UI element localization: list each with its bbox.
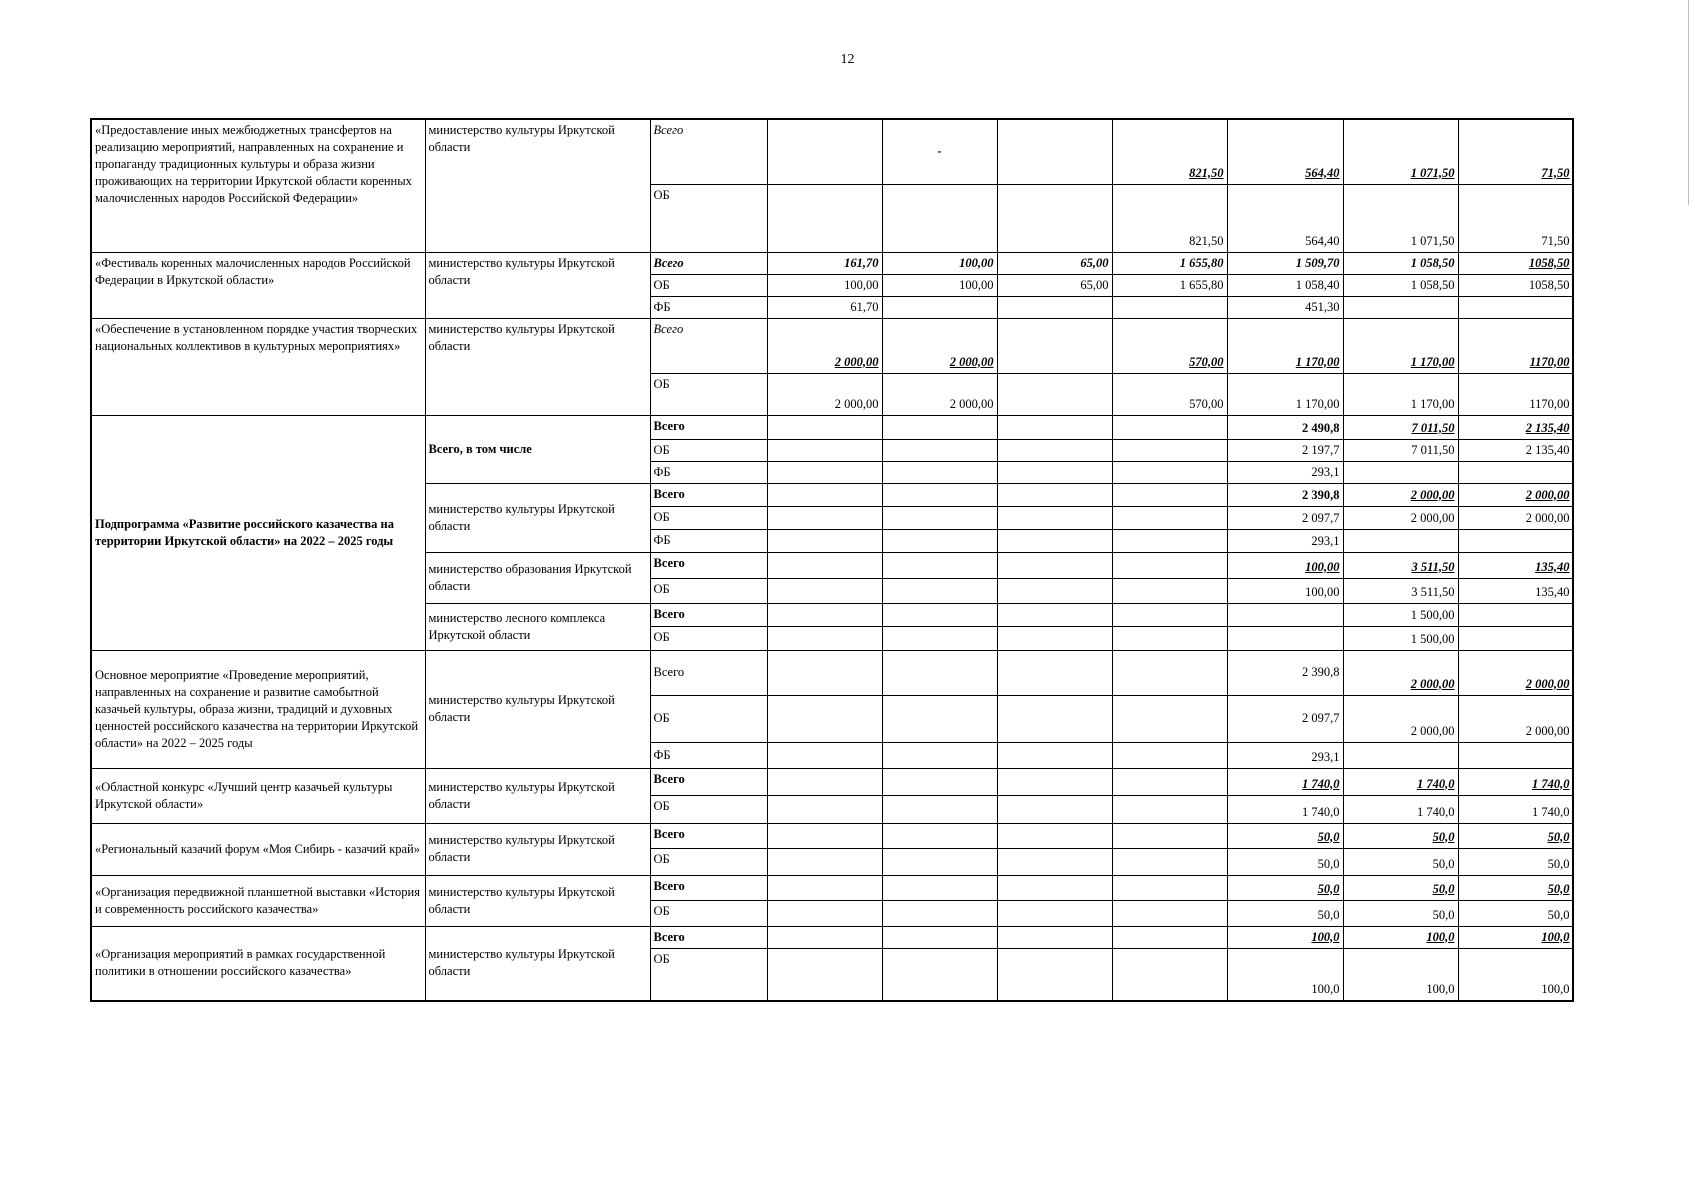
value-cell <box>767 603 882 626</box>
value-cell: 1 058,50 <box>1343 274 1458 296</box>
value-cell: 100,0 <box>1227 926 1343 948</box>
value-cell: 50,0 <box>1458 848 1573 875</box>
value-cell <box>997 578 1112 603</box>
value-cell: 1 071,50 <box>1343 184 1458 252</box>
source-label: Всего <box>650 252 767 274</box>
value-cell <box>767 415 882 439</box>
value-cell <box>767 768 882 795</box>
value-cell <box>997 184 1112 252</box>
value-cell <box>997 626 1112 650</box>
executor: министерство культуры Иркутской области <box>425 650 650 768</box>
value-cell <box>1112 900 1227 926</box>
value-cell <box>767 626 882 650</box>
value-cell: 1 740,0 <box>1227 768 1343 795</box>
value-cell: - <box>882 119 997 184</box>
source-label: Всего <box>650 650 767 695</box>
executor: министерство культуры Иркутской области <box>425 926 650 1001</box>
source-label: ОБ <box>650 848 767 875</box>
value-cell: 50,0 <box>1343 900 1458 926</box>
value-cell <box>882 552 997 578</box>
value-cell: 100,00 <box>1227 578 1343 603</box>
value-cell: 1 500,00 <box>1343 626 1458 650</box>
value-cell <box>997 552 1112 578</box>
value-cell: 50,0 <box>1227 823 1343 848</box>
value-cell <box>767 948 882 1001</box>
value-cell <box>1112 926 1227 948</box>
value-cell: 50,0 <box>1343 875 1458 900</box>
executor: Всего, в том числе <box>425 415 650 483</box>
value-cell <box>997 318 1112 373</box>
value-cell <box>882 483 997 506</box>
executor: министерство образования Иркутской области <box>425 552 650 603</box>
value-cell <box>1458 603 1573 626</box>
value-cell: 2 000,00 <box>1458 506 1573 529</box>
value-cell: 135,40 <box>1458 552 1573 578</box>
value-cell <box>1112 415 1227 439</box>
value-cell <box>767 184 882 252</box>
page-number: 12 <box>840 52 855 67</box>
value-cell: 50,0 <box>1458 823 1573 848</box>
value-cell: 100,00 <box>882 252 997 274</box>
value-cell: 50,0 <box>1458 875 1573 900</box>
source-label: Всего <box>650 483 767 506</box>
value-cell <box>1343 461 1458 483</box>
value-cell <box>1112 795 1227 823</box>
source-label: ОБ <box>650 506 767 529</box>
value-cell: 100,00 <box>882 274 997 296</box>
value-cell: 1 170,00 <box>1343 318 1458 373</box>
value-cell: 65,00 <box>997 252 1112 274</box>
value-cell <box>767 119 882 184</box>
value-cell: 1 058,40 <box>1227 274 1343 296</box>
value-cell <box>767 926 882 948</box>
value-cell: 100,0 <box>1458 948 1573 1001</box>
value-cell: 50,0 <box>1458 900 1573 926</box>
value-cell <box>767 483 882 506</box>
value-cell: 1 170,00 <box>1227 318 1343 373</box>
value-cell: 821,50 <box>1112 119 1227 184</box>
source-label: ОБ <box>650 578 767 603</box>
value-cell: 1 170,00 <box>1227 373 1343 415</box>
table-row <box>91 926 1573 948</box>
event-name: Основное мероприятие «Проведение мероприятий, направленных на сохранение и развитие самобытной казачьей культуры, образа жизни, традиций и духовных ценностей российского казачества на территории Иркутской области» на 2022 – 2025 годы <box>91 650 425 768</box>
table-row <box>91 650 1573 695</box>
value-cell: 161,70 <box>767 252 882 274</box>
executor: министерство культуры Иркутской области <box>425 768 650 823</box>
table-row <box>91 252 1573 274</box>
value-cell: 50,0 <box>1227 875 1343 900</box>
value-cell <box>882 848 997 875</box>
executor: министерство культуры Иркутской области <box>425 823 650 875</box>
value-cell: 293,1 <box>1227 742 1343 768</box>
source-label: ОБ <box>650 274 767 296</box>
value-cell <box>767 875 882 900</box>
value-cell: 2 000,00 <box>1343 506 1458 529</box>
value-cell: 50,0 <box>1343 848 1458 875</box>
value-cell: 1 058,50 <box>1343 252 1458 274</box>
value-cell <box>1112 506 1227 529</box>
value-cell <box>1227 603 1343 626</box>
value-cell: 2 000,00 <box>1458 650 1573 695</box>
table-row <box>91 875 1573 900</box>
source-label: Всего <box>650 119 767 184</box>
source-label: ОБ <box>650 373 767 415</box>
value-cell: 2 135,40 <box>1458 415 1573 439</box>
value-cell: 2 000,00 <box>882 373 997 415</box>
value-cell <box>767 439 882 461</box>
value-cell: 100,00 <box>1227 552 1343 578</box>
value-cell: 451,30 <box>1227 296 1343 318</box>
value-cell <box>1112 483 1227 506</box>
source-label: Всего <box>650 552 767 578</box>
source-label: ОБ <box>650 695 767 742</box>
value-cell <box>997 650 1112 695</box>
value-cell: 1 655,80 <box>1112 274 1227 296</box>
table-row <box>91 415 1573 439</box>
value-cell: 3 511,50 <box>1343 552 1458 578</box>
executor: министерство лесного комплекса Иркутской области <box>425 603 650 650</box>
value-cell: 50,0 <box>1343 823 1458 848</box>
value-cell: 1170,00 <box>1458 373 1573 415</box>
source-label: Всего <box>650 823 767 848</box>
value-cell <box>767 848 882 875</box>
source-label: Всего <box>650 875 767 900</box>
value-cell <box>767 823 882 848</box>
value-cell <box>1112 626 1227 650</box>
value-cell <box>767 900 882 926</box>
source-label: Всего <box>650 415 767 439</box>
value-cell <box>1112 439 1227 461</box>
value-cell <box>1343 742 1458 768</box>
value-cell: 1 509,70 <box>1227 252 1343 274</box>
value-cell <box>997 373 1112 415</box>
value-cell <box>1112 461 1227 483</box>
value-cell <box>882 695 997 742</box>
value-cell: 293,1 <box>1227 529 1343 552</box>
value-cell <box>882 795 997 823</box>
value-cell <box>1112 578 1227 603</box>
executor: министерство культуры Иркутской области <box>425 318 650 415</box>
value-cell <box>997 439 1112 461</box>
value-cell <box>997 483 1112 506</box>
executor: министерство культуры Иркутской области <box>425 483 650 552</box>
value-cell <box>997 742 1112 768</box>
value-cell: 100,00 <box>767 274 882 296</box>
value-cell <box>1112 695 1227 742</box>
value-cell <box>767 795 882 823</box>
value-cell: 7 011,50 <box>1343 439 1458 461</box>
value-cell <box>882 296 997 318</box>
value-cell <box>997 506 1112 529</box>
budget-table <box>90 118 1574 1002</box>
value-cell <box>767 506 882 529</box>
source-label: ФБ <box>650 529 767 552</box>
value-cell <box>882 603 997 626</box>
value-cell <box>1112 603 1227 626</box>
value-cell <box>882 926 997 948</box>
value-cell: 2 390,8 <box>1227 650 1343 695</box>
value-cell <box>997 296 1112 318</box>
value-cell: 61,70 <box>767 296 882 318</box>
value-cell <box>882 768 997 795</box>
value-cell: 65,00 <box>997 274 1112 296</box>
value-cell <box>767 650 882 695</box>
value-cell: 7 011,50 <box>1343 415 1458 439</box>
value-cell: 293,1 <box>1227 461 1343 483</box>
value-cell <box>1458 742 1573 768</box>
source-label: ОБ <box>650 439 767 461</box>
source-label: Всего <box>650 768 767 795</box>
value-cell: 564,40 <box>1227 119 1343 184</box>
value-cell: 564,40 <box>1227 184 1343 252</box>
value-cell: 1 170,00 <box>1343 373 1458 415</box>
value-cell: 100,0 <box>1343 926 1458 948</box>
value-cell: 1 655,80 <box>1112 252 1227 274</box>
value-cell: 821,50 <box>1112 184 1227 252</box>
event-name: «Фестиваль коренных малочисленных народов Российской Федерации в Иркутской области» <box>91 252 425 318</box>
event-name: «Организация мероприятий в рамках государственной политики в отношении российского казачества» <box>91 926 425 1001</box>
value-cell: 2 000,00 <box>1458 695 1573 742</box>
value-cell <box>882 578 997 603</box>
value-cell: 2 097,7 <box>1227 695 1343 742</box>
table-row <box>91 823 1573 848</box>
value-cell <box>1458 529 1573 552</box>
value-cell: 2 097,7 <box>1227 506 1343 529</box>
event-name: «Региональный казачий форум «Моя Сибирь - казачий край» <box>91 823 425 875</box>
value-cell <box>1112 552 1227 578</box>
value-cell <box>882 650 997 695</box>
scan-edge-line <box>1688 0 1689 205</box>
value-cell <box>882 184 997 252</box>
subprogram-name: Подпрограмма «Развитие российского казачества на территории Иркутской области» на 2022 – 2025 годы <box>91 415 425 650</box>
value-cell <box>767 695 882 742</box>
source-label: Всего <box>650 926 767 948</box>
event-name: «Обеспечение в установленном порядке участия творческих национальных коллективов в культурных мероприятиях» <box>91 318 425 415</box>
value-cell: 100,0 <box>1343 948 1458 1001</box>
value-cell <box>1112 768 1227 795</box>
value-cell <box>882 626 997 650</box>
value-cell: 135,40 <box>1458 578 1573 603</box>
source-label: ОБ <box>650 184 767 252</box>
value-cell <box>997 461 1112 483</box>
value-cell: 100,0 <box>1458 926 1573 948</box>
value-cell <box>1112 650 1227 695</box>
value-cell: 50,0 <box>1227 848 1343 875</box>
value-cell: 71,50 <box>1458 119 1573 184</box>
value-cell <box>997 603 1112 626</box>
value-cell: 570,00 <box>1112 373 1227 415</box>
value-cell <box>1343 296 1458 318</box>
value-cell: 50,0 <box>1227 900 1343 926</box>
event-name: «Областной конкурс «Лучший центр казачьей культуры Иркутской области» <box>91 768 425 823</box>
value-cell: 2 000,00 <box>1458 483 1573 506</box>
table-row <box>91 768 1573 795</box>
executor: министерство культуры Иркутской области <box>425 875 650 926</box>
value-cell: 1 740,0 <box>1227 795 1343 823</box>
value-cell: 2 000,00 <box>1343 483 1458 506</box>
value-cell <box>882 742 997 768</box>
value-cell: 2 000,00 <box>1343 695 1458 742</box>
value-cell <box>882 415 997 439</box>
value-cell: 1170,00 <box>1458 318 1573 373</box>
value-cell <box>1112 875 1227 900</box>
value-cell: 1 740,0 <box>1343 768 1458 795</box>
value-cell: 2 000,00 <box>767 373 882 415</box>
source-label: ОБ <box>650 795 767 823</box>
value-cell <box>882 506 997 529</box>
source-label: Всего <box>650 603 767 626</box>
source-label: Всего <box>650 318 767 373</box>
value-cell <box>767 552 882 578</box>
value-cell <box>882 529 997 552</box>
table-row <box>91 318 1573 373</box>
value-cell <box>1112 848 1227 875</box>
source-label: ФБ <box>650 296 767 318</box>
value-cell <box>997 848 1112 875</box>
value-cell <box>997 823 1112 848</box>
value-cell: 2 197,7 <box>1227 439 1343 461</box>
source-label: ОБ <box>650 626 767 650</box>
value-cell <box>997 529 1112 552</box>
value-cell: 1 740,0 <box>1458 795 1573 823</box>
value-cell <box>997 795 1112 823</box>
source-label: ФБ <box>650 461 767 483</box>
event-name: «Предоставление иных межбюджетных трансфертов на реализацию мероприятий, направленных на сохранение и пропаганду традиционных культуры и образа жизни проживающих на территории Иркутской области коренных малочисленных народов Российской Федерации» <box>91 119 425 252</box>
value-cell <box>1112 823 1227 848</box>
value-cell: 2 490,8 <box>1227 415 1343 439</box>
value-cell <box>997 875 1112 900</box>
value-cell <box>882 439 997 461</box>
value-cell: 2 000,00 <box>1343 650 1458 695</box>
value-cell <box>1343 529 1458 552</box>
value-cell: 3 511,50 <box>1343 578 1458 603</box>
value-cell: 1058,50 <box>1458 252 1573 274</box>
value-cell <box>1458 296 1573 318</box>
value-cell <box>882 900 997 926</box>
value-cell <box>882 461 997 483</box>
value-cell <box>1458 461 1573 483</box>
source-label: ФБ <box>650 742 767 768</box>
value-cell <box>997 415 1112 439</box>
value-cell <box>1112 742 1227 768</box>
value-cell <box>997 695 1112 742</box>
executor: министерство культуры Иркутской области <box>425 252 650 318</box>
value-cell <box>1112 529 1227 552</box>
value-cell <box>997 119 1112 184</box>
value-cell <box>1112 948 1227 1001</box>
value-cell <box>882 823 997 848</box>
value-cell <box>997 948 1112 1001</box>
executor: министерство культуры Иркутской области <box>425 119 650 252</box>
value-cell <box>1458 626 1573 650</box>
table-row <box>91 119 1573 184</box>
value-cell: 2 135,40 <box>1458 439 1573 461</box>
value-cell: 71,50 <box>1458 184 1573 252</box>
value-cell <box>767 578 882 603</box>
value-cell <box>997 926 1112 948</box>
value-cell <box>767 461 882 483</box>
value-cell: 1 740,0 <box>1458 768 1573 795</box>
value-cell <box>1227 626 1343 650</box>
event-name: «Организация передвижной планшетной выставки «История и современность российского казачества» <box>91 875 425 926</box>
value-cell: 1 500,00 <box>1343 603 1458 626</box>
value-cell <box>767 742 882 768</box>
source-label: ОБ <box>650 900 767 926</box>
value-cell: 2 390,8 <box>1227 483 1343 506</box>
value-cell: 1 740,0 <box>1343 795 1458 823</box>
source-label: ОБ <box>650 948 767 1001</box>
value-cell: 570,00 <box>1112 318 1227 373</box>
value-cell <box>767 529 882 552</box>
value-cell <box>997 900 1112 926</box>
value-cell <box>882 948 997 1001</box>
value-cell: 2 000,00 <box>767 318 882 373</box>
value-cell: 1058,50 <box>1458 274 1573 296</box>
value-cell: 2 000,00 <box>882 318 997 373</box>
value-cell: 1 071,50 <box>1343 119 1458 184</box>
value-cell <box>1112 296 1227 318</box>
value-cell <box>882 875 997 900</box>
value-cell <box>997 768 1112 795</box>
value-cell: 100,0 <box>1227 948 1343 1001</box>
